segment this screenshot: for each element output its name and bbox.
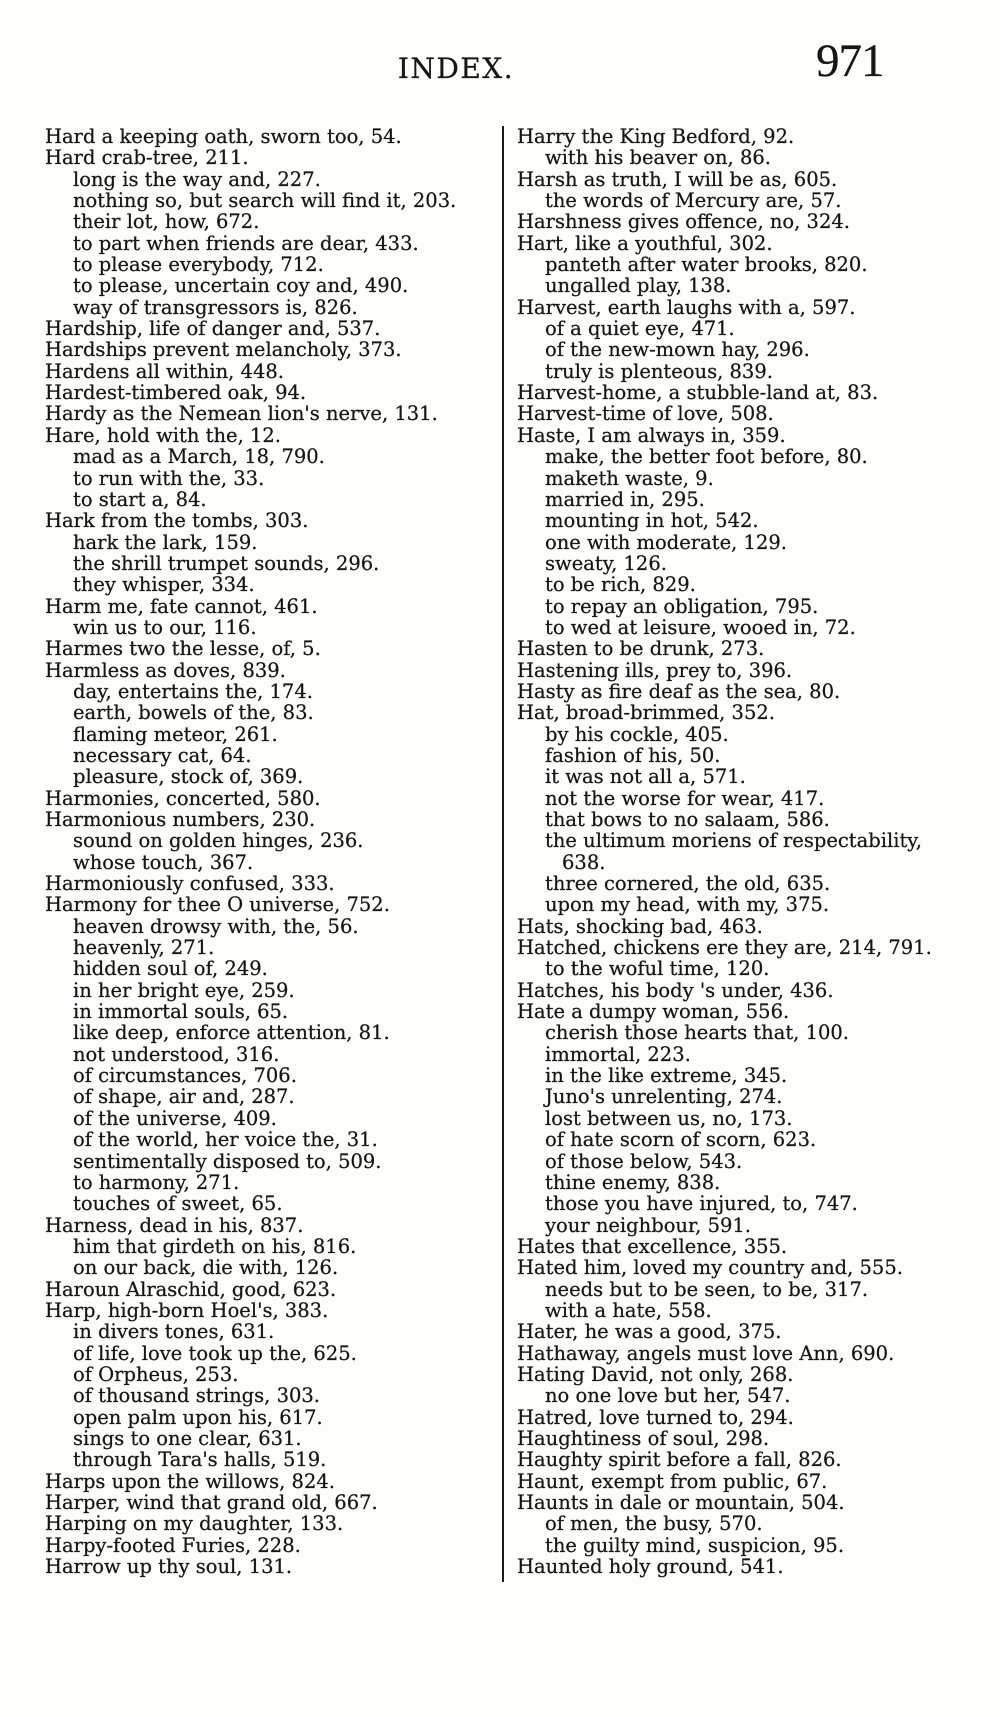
index-entry: to run with the, 33. [73, 466, 265, 490]
index-entry: touches of sweet, 65. [73, 1192, 283, 1216]
index-entry: fashion of his, 50. [545, 743, 721, 767]
index-entry: your neighbour, 591. [545, 1213, 751, 1237]
index-entry: to the woful time, 120. [545, 957, 770, 981]
index-entry: it was not all a, 571. [545, 765, 746, 789]
index-entry: three cornered, the old, 635. [545, 872, 831, 896]
index-entry: make, the better foot before, 80. [545, 445, 868, 469]
index-entry: pleasure, stock of, 369. [73, 765, 304, 789]
index-entry: Harrow up thy soul, 131. [45, 1555, 293, 1579]
index-entry: flaming meteor, 261. [73, 722, 278, 746]
index-entry: Hats, shocking bad, 463. [517, 914, 763, 938]
index-entry: panteth after water brooks, 820. [545, 253, 868, 277]
index-column-right [517, 126, 937, 1577]
index-entry: Haughtiness of soul, 298. [517, 1426, 770, 1450]
index-entry: Harmoniously confused, 333. [45, 872, 335, 896]
index-entry: Harshness gives offence, no, 324. [517, 210, 850, 234]
index-entry: Harness, dead in his, 837. [45, 1213, 304, 1237]
index-entry: the shrill trumpet sounds, 296. [73, 551, 380, 575]
index-entry: sound on golden hinges, 236. [73, 829, 364, 853]
index-entry: necessary cat, 64. [73, 743, 252, 767]
index-entry: day, entertains the, 174. [73, 679, 313, 703]
index-entry: Haughty spirit before a fall, 826. [517, 1448, 842, 1472]
index-entry: like deep, enforce attention, 81. [73, 1021, 390, 1045]
index-entry: Hardships prevent melancholy, 373. [45, 338, 402, 362]
index-entry: Haste, I am always in, 359. [517, 423, 786, 447]
index-entry: one with moderate, 129. [545, 530, 787, 554]
index-entry: lost between us, no, 173. [545, 1106, 793, 1130]
index-entry: Hardy as the Nemean lion's nerve, 131. [45, 402, 438, 426]
index-entry: way of transgressors is, 826. [73, 295, 358, 319]
index-entry: sweaty, 126. [545, 551, 667, 575]
index-entry: of a quiet eye, 471. [545, 317, 735, 341]
index-entry: of the world, her voice the, 31. [73, 1128, 378, 1152]
index-entry: in her bright eye, 259. [73, 978, 295, 1002]
index-entry: him that girdeth on his, 816. [73, 1234, 357, 1258]
index-entry: their lot, how, 672. [73, 210, 260, 234]
index-entry: Harsh as truth, I will be as, 605. [517, 167, 838, 191]
index-entry: to please everybody, 712. [73, 253, 324, 277]
index-entry: of circumstances, 706. [73, 1064, 297, 1088]
index-entry: Hathaway, angels must love Ann, 690. [517, 1341, 895, 1365]
index-entry: Haroun Alraschid, good, 623. [45, 1277, 337, 1301]
index-entry: Harvest-time of love, 508. [517, 402, 774, 426]
index-entry: to please, uncertain coy and, 490. [73, 274, 409, 298]
index-entry: the ultimum moriens of respectability, [545, 829, 922, 853]
index-entry: Haunts in dale or mountain, 504. [517, 1491, 845, 1514]
index-entry: maketh waste, 9. [545, 466, 714, 490]
index-entry: whose touch, 367. [73, 850, 254, 874]
index-entry: immortal, 223. [545, 1042, 691, 1066]
index-entry: nothing so, but search will find it, 203. [73, 189, 457, 213]
index-entry: the words of Mercury are, 57. [545, 189, 842, 213]
index-entry: to repay an obligation, 795. [545, 594, 819, 618]
index-entry: Harry the King Bedford, 92. [517, 125, 795, 148]
index-entry: Harvest, earth laughs with a, 597. [517, 295, 856, 319]
index-entry: Hardest-timbered oak, 94. [45, 381, 307, 405]
index-entry: Hart, like a youthful, 302. [517, 231, 773, 255]
index-entry: Hatred, love turned to, 294. [517, 1405, 794, 1429]
index-entry: Hard a keeping oath, sworn too, 54. [45, 125, 402, 148]
index-entry: Hates that excellence, 355. [517, 1234, 788, 1258]
index-entry: not understood, 316. [73, 1042, 280, 1066]
index-entry: with a hate, 558. [545, 1298, 712, 1322]
index-entry: Hare, hold with the, 12. [45, 423, 281, 447]
index-entry: of shape, air and, 287. [73, 1085, 295, 1109]
index-entry: Haunt, exempt from public, 67. [517, 1469, 828, 1493]
index-entry: Harmonious numbers, 230. [45, 808, 316, 831]
index-entry: through Tara's halls, 519. [73, 1448, 327, 1472]
page-number: 971 [816, 35, 884, 87]
index-entry: of the universe, 409. [73, 1106, 277, 1130]
index-entry: Harps upon the willows, 824. [45, 1469, 335, 1493]
index-entry: by his cockle, 405. [545, 722, 729, 746]
index-entry: sings to one clear, 631. [73, 1426, 302, 1450]
index-entry: they whisper, 334. [73, 573, 255, 597]
index-entry: to be rich, 829. [545, 573, 696, 597]
index-entry: to part when friends are dear, 433. [73, 231, 419, 255]
index-entry: Hat, broad-brimmed, 352. [517, 701, 775, 725]
index-entry: Harping on my daughter, 133. [45, 1512, 344, 1536]
index-entry: those you have injured, to, 747. [545, 1192, 858, 1216]
index-entry: sentimentally disposed to, 509. [73, 1149, 382, 1173]
index-entry: earth, bowels of the, 83. [73, 701, 314, 725]
index-entry: 638. [562, 850, 606, 874]
index-entry: Hark from the tombs, 303. [45, 509, 309, 533]
index-entry: ungalled play, 138. [545, 274, 732, 298]
index-entry: no one love but her, 547. [545, 1384, 791, 1408]
index-entry: needs but to be seen, to be, 317. [545, 1277, 869, 1301]
index-entry: hidden soul of, 249. [73, 957, 268, 981]
index-entry: that bows to no salaam, 586. [545, 808, 830, 831]
index-entry: Hasten to be drunk, 273. [517, 637, 765, 661]
index-entry: open palm upon his, 617. [73, 1405, 323, 1429]
index-entry: Harmless as doves, 839. [45, 658, 286, 682]
index-entry: of hate scorn of scorn, 623. [545, 1128, 817, 1152]
index-entry: to start a, 84. [73, 487, 207, 511]
index-entry: heaven drowsy with, the, 56. [73, 914, 359, 938]
index-entry: with his beaver on, 86. [545, 146, 771, 170]
index-entry: to harmony, 271. [73, 1170, 240, 1194]
index-entry: Hatched, chickens ere they are, 214, 791. [517, 936, 932, 960]
index-entry: of the new-mown hay, 296. [545, 338, 810, 362]
index-entry: of thousand strings, 303. [73, 1384, 320, 1408]
index-entry: Harpy-footed Furies, 228. [45, 1533, 301, 1557]
index-entry: Hate a dumpy woman, 556. [517, 1000, 790, 1024]
index-entry: upon my head, with my, 375. [545, 893, 830, 917]
index-entry: Harmonies, concerted, 580. [45, 786, 321, 810]
index-entry: Harvest-home, a stubble-land at, 83. [517, 381, 879, 405]
index-entry: hark the lark, 159. [73, 530, 258, 554]
index-entry: the guilty mind, suspicion, 95. [545, 1533, 845, 1557]
index-entry: in immortal souls, 65. [73, 1000, 289, 1024]
index-entry: Hasty as fire deaf as the sea, 80. [517, 679, 841, 703]
index-entry: thine enemy, 838. [545, 1170, 721, 1194]
index-entry: Harmes two the lesse, of, 5. [45, 637, 321, 661]
index-entry: Harmony for thee O universe, 752. [45, 893, 390, 917]
index-entry: Hatches, his body 's under, 436. [517, 978, 834, 1002]
index-entry: Hard crab-tree, 211. [45, 146, 249, 170]
index-entry: Juno's unrelenting, 274. [545, 1085, 783, 1109]
index-entry: to wed at leisure, wooed in, 72. [545, 615, 856, 639]
index-entry: heavenly, 271. [73, 936, 215, 960]
index-entry: Hated him, loved my country and, 555. [517, 1256, 903, 1280]
index-entry: on our back, die with, 126. [73, 1256, 339, 1280]
index-entry: in divers tones, 631. [73, 1320, 275, 1344]
index-entry: Hastening ills, prey to, 396. [517, 658, 793, 682]
index-entry: Hater, he was a good, 375. [517, 1320, 782, 1344]
index-entry: in the like extreme, 345. [545, 1064, 788, 1088]
index-entry: of those below, 543. [545, 1149, 743, 1173]
index-entry: mad as a March, 18, 790. [73, 445, 325, 469]
index-entry: Harper, wind that grand old, 667. [45, 1491, 378, 1514]
index-entry: Harp, high-born Hoel's, 383. [45, 1298, 329, 1322]
index-entry: Hardship, life of danger and, 537. [45, 317, 381, 341]
index-entry: Haunted holy ground, 541. [517, 1555, 784, 1579]
index-entry: of life, love took up the, 625. [73, 1341, 357, 1365]
index-entry: of Orpheus, 253. [73, 1362, 239, 1386]
index-column-left [45, 126, 491, 1577]
index-entry: Harm me, fate cannot, 461. [45, 594, 318, 618]
index-entry: cherish those hearts that, 100. [545, 1021, 849, 1045]
index-entry: long is the way and, 227. [73, 167, 321, 191]
index-entry: mounting in hot, 542. [545, 509, 759, 533]
index-entry: not the worse for wear, 417. [545, 786, 825, 810]
index-entry: win us to our, 116. [73, 615, 257, 639]
index-entry: Hardens all within, 448. [45, 359, 284, 383]
column-divider [502, 126, 504, 1582]
index-entry: truly is plenteous, 839. [545, 359, 773, 383]
page-title: INDEX. [397, 52, 515, 85]
index-entry: Hating David, not only, 268. [517, 1362, 794, 1386]
index-entry: married in, 295. [545, 487, 705, 511]
index-entry: of men, the busy, 570. [545, 1512, 763, 1536]
